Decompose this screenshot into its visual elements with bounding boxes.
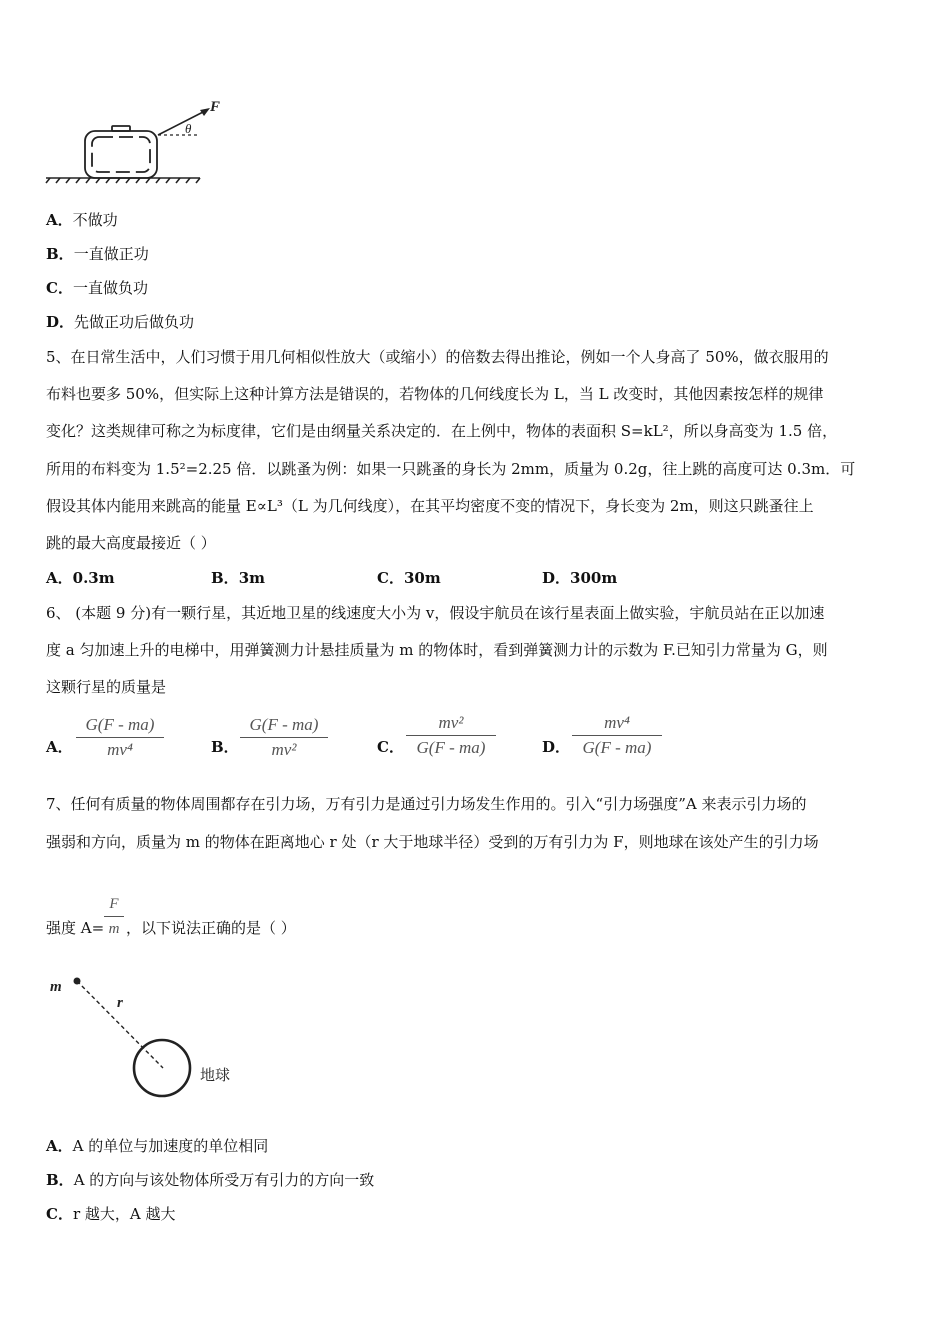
q7-strength-suffix: ，以下说法正确的是（ ） [126, 919, 296, 937]
q6-option-b-key: B． [211, 738, 239, 756]
q5-line-3: 变化？这类规律可称之为标度律，它们是由纲量关系决定的．在上例中，物体的表面积 S=kL²，所以身高变为 1.5 倍， [46, 422, 838, 440]
q7-line-2: 强弱和方向，质量为 m 的物体在距离地心 r 处（r 大于地球半径）受到的万有引力为 F，则地球在该处产生的引力场 [46, 833, 819, 851]
q6-option-b-fraction: G(F - ma) mv² [240, 714, 328, 761]
q5-line-2: 布料也要多 50%，但实际上这种计算方法是错误的，若物体的几何线度长为 L，当 L 改变时，其他因素按怎样的规律 [46, 385, 824, 403]
earth-label: 地球 [200, 1066, 231, 1084]
q7-strength-prefix: 强度 A= [46, 919, 105, 937]
q7-strength-fraction: F m [104, 893, 124, 940]
q5-option-d: D．300m [542, 569, 618, 587]
q5-line-6: 跳的最大高度最接近（ ） [46, 534, 216, 552]
q5-option-c: C．30m [377, 569, 441, 587]
force-arrow [158, 110, 207, 135]
q5-option-a: A．0.3m [46, 569, 115, 587]
q6-line-3: 这颗行星的质量是 [46, 678, 167, 696]
q6-option-c-key: C． [377, 738, 404, 756]
q7-option-a: A．A 的单位与加速度的单位相同 [46, 1137, 269, 1155]
q5-line-5: 假设其体内能用来跳高的能量 E∝L³（L 为几何线度），在其平均密度不变的情况下，身长变为 2m，则这只跳蚤往上 [46, 497, 814, 515]
q5-option-b: B．3m [211, 569, 265, 587]
q6-option-a-key: A． [46, 738, 73, 756]
q4-option-c: C．一直做负功 [46, 279, 148, 297]
q4-option-a: A．不做功 [46, 211, 118, 229]
q6-line-2: 度 a 匀加速上升的电梯中，用弹簧测力计悬挂质量为 m 的物体时，看到弹簧测力计的示数为 F.已知引力常量为 G，则 [46, 641, 828, 659]
q6-option-d-fraction: mv⁴ G(F - ma) [572, 712, 662, 759]
mass-label: m [50, 979, 62, 995]
q6-option-a-fraction: G(F - ma) mv⁴ [76, 714, 164, 761]
q6-option-c-fraction: mv² G(F - ma) [406, 712, 496, 759]
q4-option-b: B．一直做正功 [46, 245, 149, 263]
gravity-field-figure [40, 965, 260, 1105]
angle-label: θ [185, 121, 192, 136]
q4-option-d: D．先做正功后做负功 [46, 313, 195, 331]
box [85, 126, 157, 178]
q6-line-1: 6、 (本题 9 分)有一颗行星，其近地卫星的线速度大小为 v，假设宇航员在该行星表面上做实验，宇航员站在正以加速 [46, 604, 825, 622]
q5-line-4: 所用的布料变为 1.5²=2.25 倍．以跳蚤为例：如果一只跳蚤的身长为 2mm，质量为 0.2g，往上跳的高度可达 0.3m．可 [46, 460, 856, 478]
q7-option-b: B．A 的方向与该处物体所受万有引力的方向一致 [46, 1171, 375, 1189]
earth-circle [134, 1040, 190, 1096]
q5-line-1: 5、在日常生活中，人们习惯于用几何相似性放大（或缩小）的倍数去得出推论，例如一个人身高了 50%，做衣服用的 [46, 348, 829, 366]
q7-line-1: 7、任何有质量的物体周围都存在引力场，万有引力是通过引力场发生作用的。引入“引力场强度”A 来表示引力场的 [46, 795, 807, 813]
distance-label: r [117, 995, 123, 1011]
box-force-figure [40, 95, 240, 190]
force-label: F [210, 99, 221, 115]
q6-option-d-key: D． [542, 738, 571, 756]
q7-option-c: C．r 越大，A 越大 [46, 1205, 176, 1223]
